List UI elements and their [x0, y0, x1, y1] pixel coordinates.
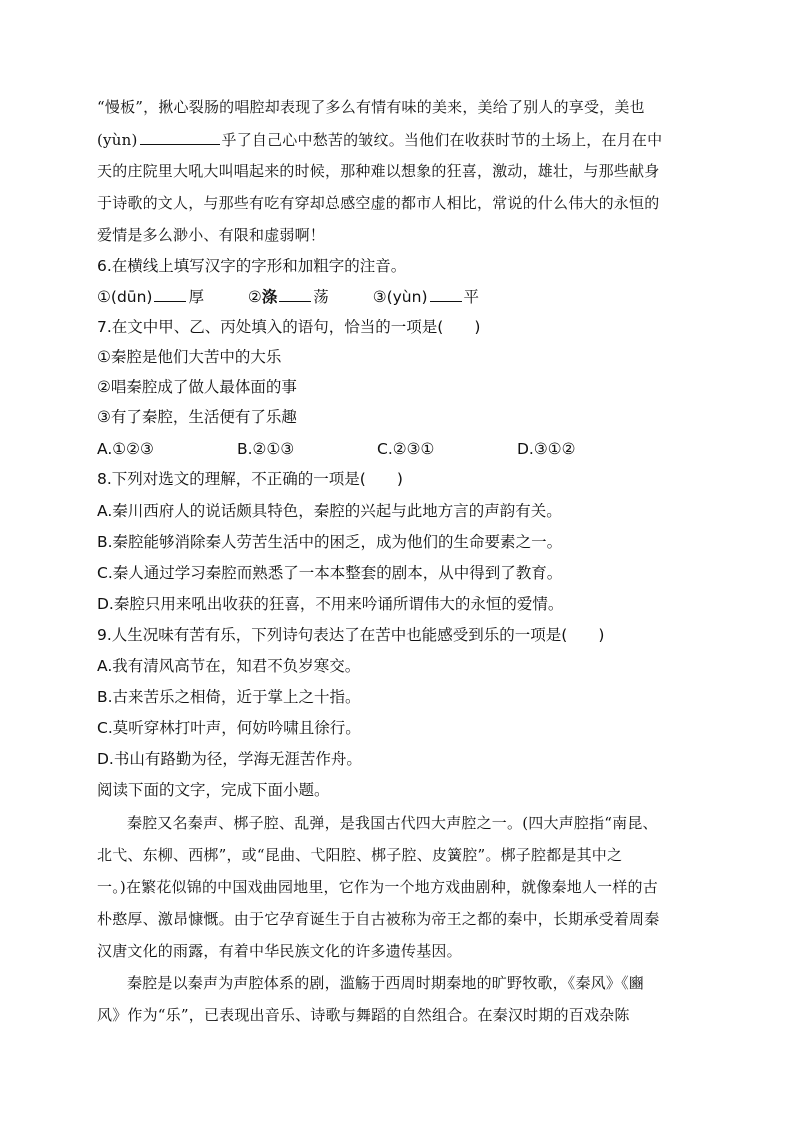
q6-blank-1[interactable]: [154, 287, 186, 302]
q8-option-c[interactable]: C.秦人通过学习秦腔而熟悉了一本本整套的剧本，从中得到了教育。: [97, 564, 563, 582]
q7-statement-1: ①秦腔是他们大苦中的大乐: [97, 348, 282, 366]
question-7-stem: 7.在文中甲、乙、丙处填入的语句，恰当的一项是( ): [97, 318, 481, 336]
passage1-line-5: 爱情是多么渺小、有限和虚弱啊！: [97, 226, 326, 244]
q8-option-b[interactable]: B.秦腔能够消除秦人劳苦生活中的困乏，成为他们的生命要素之一。: [97, 533, 563, 551]
q7-option-d[interactable]: D.③①②: [517, 440, 576, 458]
q6-item-2-bold-char: 涤: [261, 288, 278, 306]
q6-item-2-char: 荡: [313, 288, 329, 306]
question-8-stem: 8.下列对选文的理解，不正确的一项是( ): [97, 470, 403, 488]
passage2-p1-line-1: 秦腔又名秦声、梆子腔、乱弹，是我国古代四大声腔之一。(四大声腔指“南昆、: [127, 814, 658, 832]
passage2-p1-line-2: 北弋、东柳、西梆”，或“昆曲、弋阳腔、梆子腔、皮簧腔”。梆子腔都是其中之: [97, 846, 623, 864]
reading-instruction: 阅读下面的文字，完成下面小题。: [97, 781, 330, 799]
passage1-line-2-text: 乎了自己心中愁苦的皱纹。当他们在收获时节的土场上，在月在中: [221, 131, 663, 149]
passage1-line-3: 天的庄院里大吼大叫唱起来的时候，那种难以想象的狂喜，激动，雄壮，与那些献身: [97, 162, 660, 180]
q6-blank-3[interactable]: [430, 287, 462, 302]
q7-statement-2: ②唱秦腔成了做人最体面的事: [97, 378, 297, 396]
q7-option-c[interactable]: C.②③①: [377, 440, 435, 458]
passage1-line-1: “慢板”，揪心裂肠的唱腔却表现了多么有情有味的美来，美给了别人的享受，美也: [97, 98, 645, 116]
q9-option-d[interactable]: D.书山有路勤为径，学海无涯苦作舟。: [97, 750, 362, 768]
q9-option-b[interactable]: B.古来苦乐之相倚，近于掌上之十指。: [97, 688, 361, 706]
q7-options: [97, 438, 576, 460]
q9-option-a[interactable]: A.我有清风高节在，知君不负岁寒交。: [97, 657, 361, 675]
q7-statement-3: ③有了秦腔，生活便有了乐趣: [97, 408, 297, 426]
q6-item-3-pinyin: ③(yùn): [372, 288, 428, 306]
question-6-stem: 6.在横线上填写汉字的字形和加粗字的注音。: [97, 257, 407, 275]
q9-option-c[interactable]: C.莫听穿林打叶声，何妨吟啸且徐行。: [97, 719, 361, 737]
answer-blank[interactable]: [140, 128, 220, 145]
q7-option-b[interactable]: B.②①③: [237, 440, 295, 458]
passage2-p1-line-4: 朴憨厚、激昂慷慨。由于它孕育诞生于自古被称为帝王之都的秦中，长期承受着周秦: [97, 910, 660, 928]
passage2-p2-line-1: 秦腔是以秦声为声腔体系的剧，滥觞于西周时期秦地的旷野牧歌，《秦风》《豳: [127, 974, 645, 992]
passage2-p1-line-5: 汉唐文化的雨露，有着中华民族文化的许多遗传基因。: [97, 942, 462, 960]
pinyin-yun: (yùn): [97, 131, 138, 149]
passage2-p1-line-3: 一。)在繁花似锦的中国戏曲园地里，它作为一个地方戏曲剧种，就像秦地人一样的古: [97, 878, 658, 896]
question-9-stem: 9.人生况味有苦有乐，下列诗句表达了在苦中也能感受到乐的一项是( ): [97, 626, 605, 644]
q6-blank-2[interactable]: [279, 287, 311, 302]
passage1-line-2: [97, 128, 662, 151]
q6-item-2-num: ②: [247, 288, 262, 306]
q6-item-1-char: 厚: [188, 288, 204, 306]
q8-option-d[interactable]: D.秦腔只用来吼出收获的狂喜，不用来吟诵所谓伟大的永恒的爱情。: [97, 595, 564, 613]
q7-option-a[interactable]: A.①②③: [97, 440, 154, 458]
q6-item-1-pinyin: ①(dūn): [97, 288, 153, 306]
passage2-p2-line-2: 风》作为“乐”，已表现出音乐、诗歌与舞蹈的自然组合。在秦汉时期的百戏杂陈: [97, 1006, 630, 1024]
q8-option-a[interactable]: A.秦川西府人的说话颇具特色，秦腔的兴起与此地方言的声韵有关。: [97, 502, 562, 520]
passage1-line-4: 于诗歌的文人，与那些有吃有穿却总感空虚的都市人相比，常说的什么伟大的永恒的: [97, 194, 660, 212]
question-6-items: [97, 286, 479, 308]
q6-item-3-char: 平: [463, 288, 480, 306]
